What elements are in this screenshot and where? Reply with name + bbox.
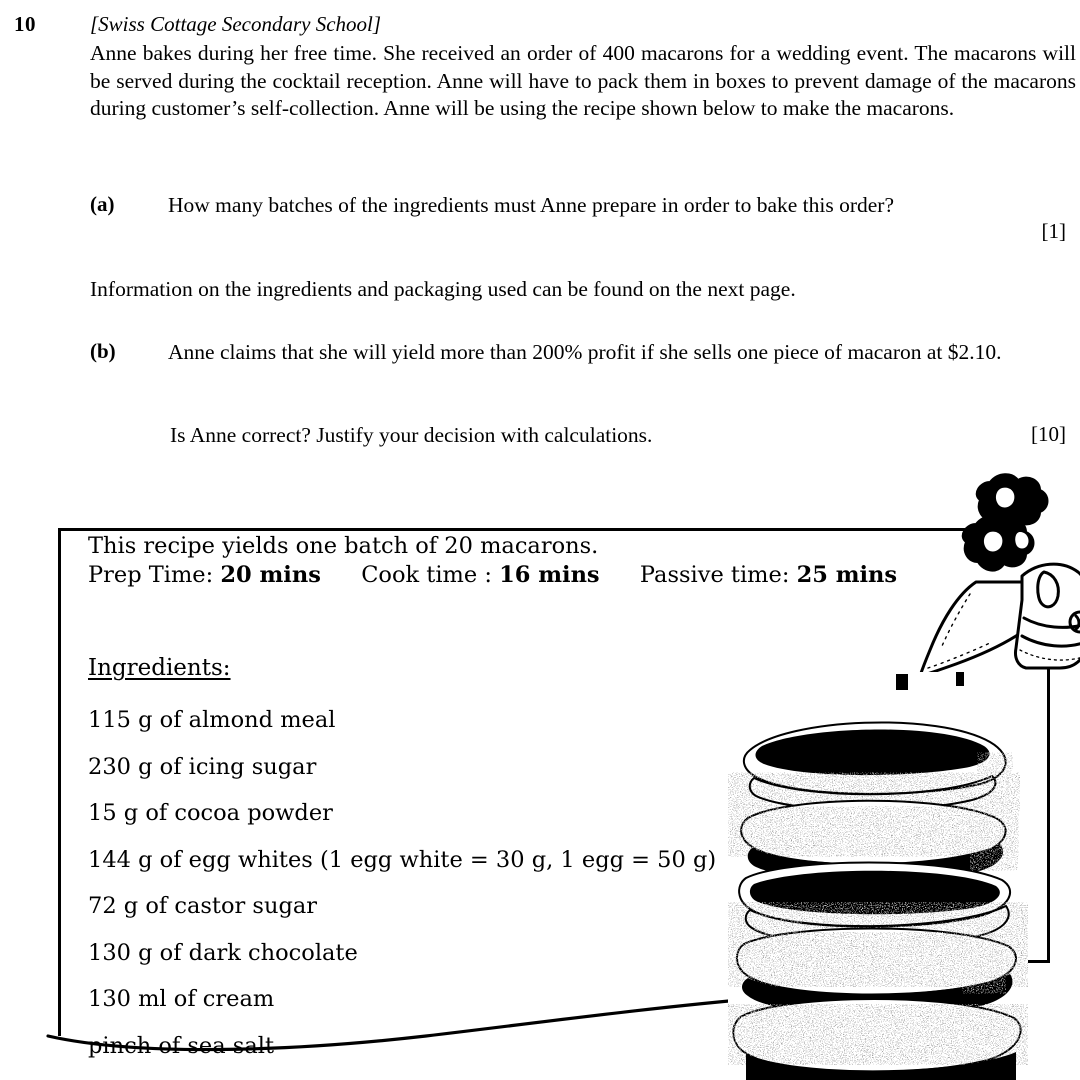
recipe-times-line	[88, 562, 897, 588]
next-page-note: Information on the ingredients and packaging used can be found on the next page.	[90, 277, 796, 301]
ingredients-heading: Ingredients:	[88, 655, 231, 681]
cook-time-value: 16 mins	[499, 562, 600, 588]
list-item: pinch of sea salt	[88, 1032, 274, 1059]
part-a-label: (a)	[90, 192, 115, 216]
part-a-marks: [1]	[1041, 219, 1066, 243]
recipe-panel-top-border	[58, 528, 1018, 531]
list-item: 144 g of egg whites (1 egg white = 30 g, 1 egg = 50 g)	[88, 846, 717, 873]
question-source-school: [Swiss Cottage Secondary School]	[90, 12, 382, 36]
recipe-panel-bottom-curve	[46, 980, 766, 1060]
list-item: 15 g of cocoa powder	[88, 800, 333, 826]
recipe-yield-line: This recipe yields one batch of 20 macarons.	[88, 533, 599, 559]
part-b-followup: Is Anne correct? Justify your decision with calculations.	[170, 423, 653, 447]
prep-time-value: 20 mins	[220, 562, 321, 588]
piping-bag-icon	[898, 470, 1080, 690]
list-item: 130 ml of cream	[88, 986, 275, 1012]
list-item: 230 g of icing sugar	[88, 753, 317, 780]
part-a-text: How many batches of the ingredients must Anne prepare in order to bake this order?	[168, 193, 895, 217]
list-item: 130 g of dark chocolate	[88, 939, 358, 966]
passive-time-label: Passive time:	[639, 562, 790, 588]
question-number: 10	[14, 12, 36, 36]
recipe-panel-right-border	[1047, 665, 1050, 963]
list-item: 115 g of almond meal	[88, 707, 336, 733]
question-stem-text: Anne bakes during her free time. She received an order of 400 macarons for a wedding event. The macarons will be served during the cocktail reception. Anne will have to pack them in boxes to prevent damage of the macarons during customer’s self-collection. Anne will be using the recipe shown below to make the macarons.	[90, 41, 1076, 120]
passive-time-value: 25 mins	[796, 562, 898, 588]
part-b-label: (b)	[90, 339, 116, 363]
prep-time-label: Prep Time:	[88, 562, 214, 588]
list-item: 72 g of castor sugar	[88, 893, 318, 919]
cook-time-label: Cook time :	[361, 562, 492, 588]
part-b-text: Anne claims that she will yield more than 200% profit if she sells one piece of macaron at $2.10.	[168, 340, 1002, 364]
part-b-marks: [10]	[1031, 422, 1066, 446]
recipe-panel-left-border	[58, 528, 61, 1036]
stacked-macarons-photo	[728, 672, 1028, 1080]
